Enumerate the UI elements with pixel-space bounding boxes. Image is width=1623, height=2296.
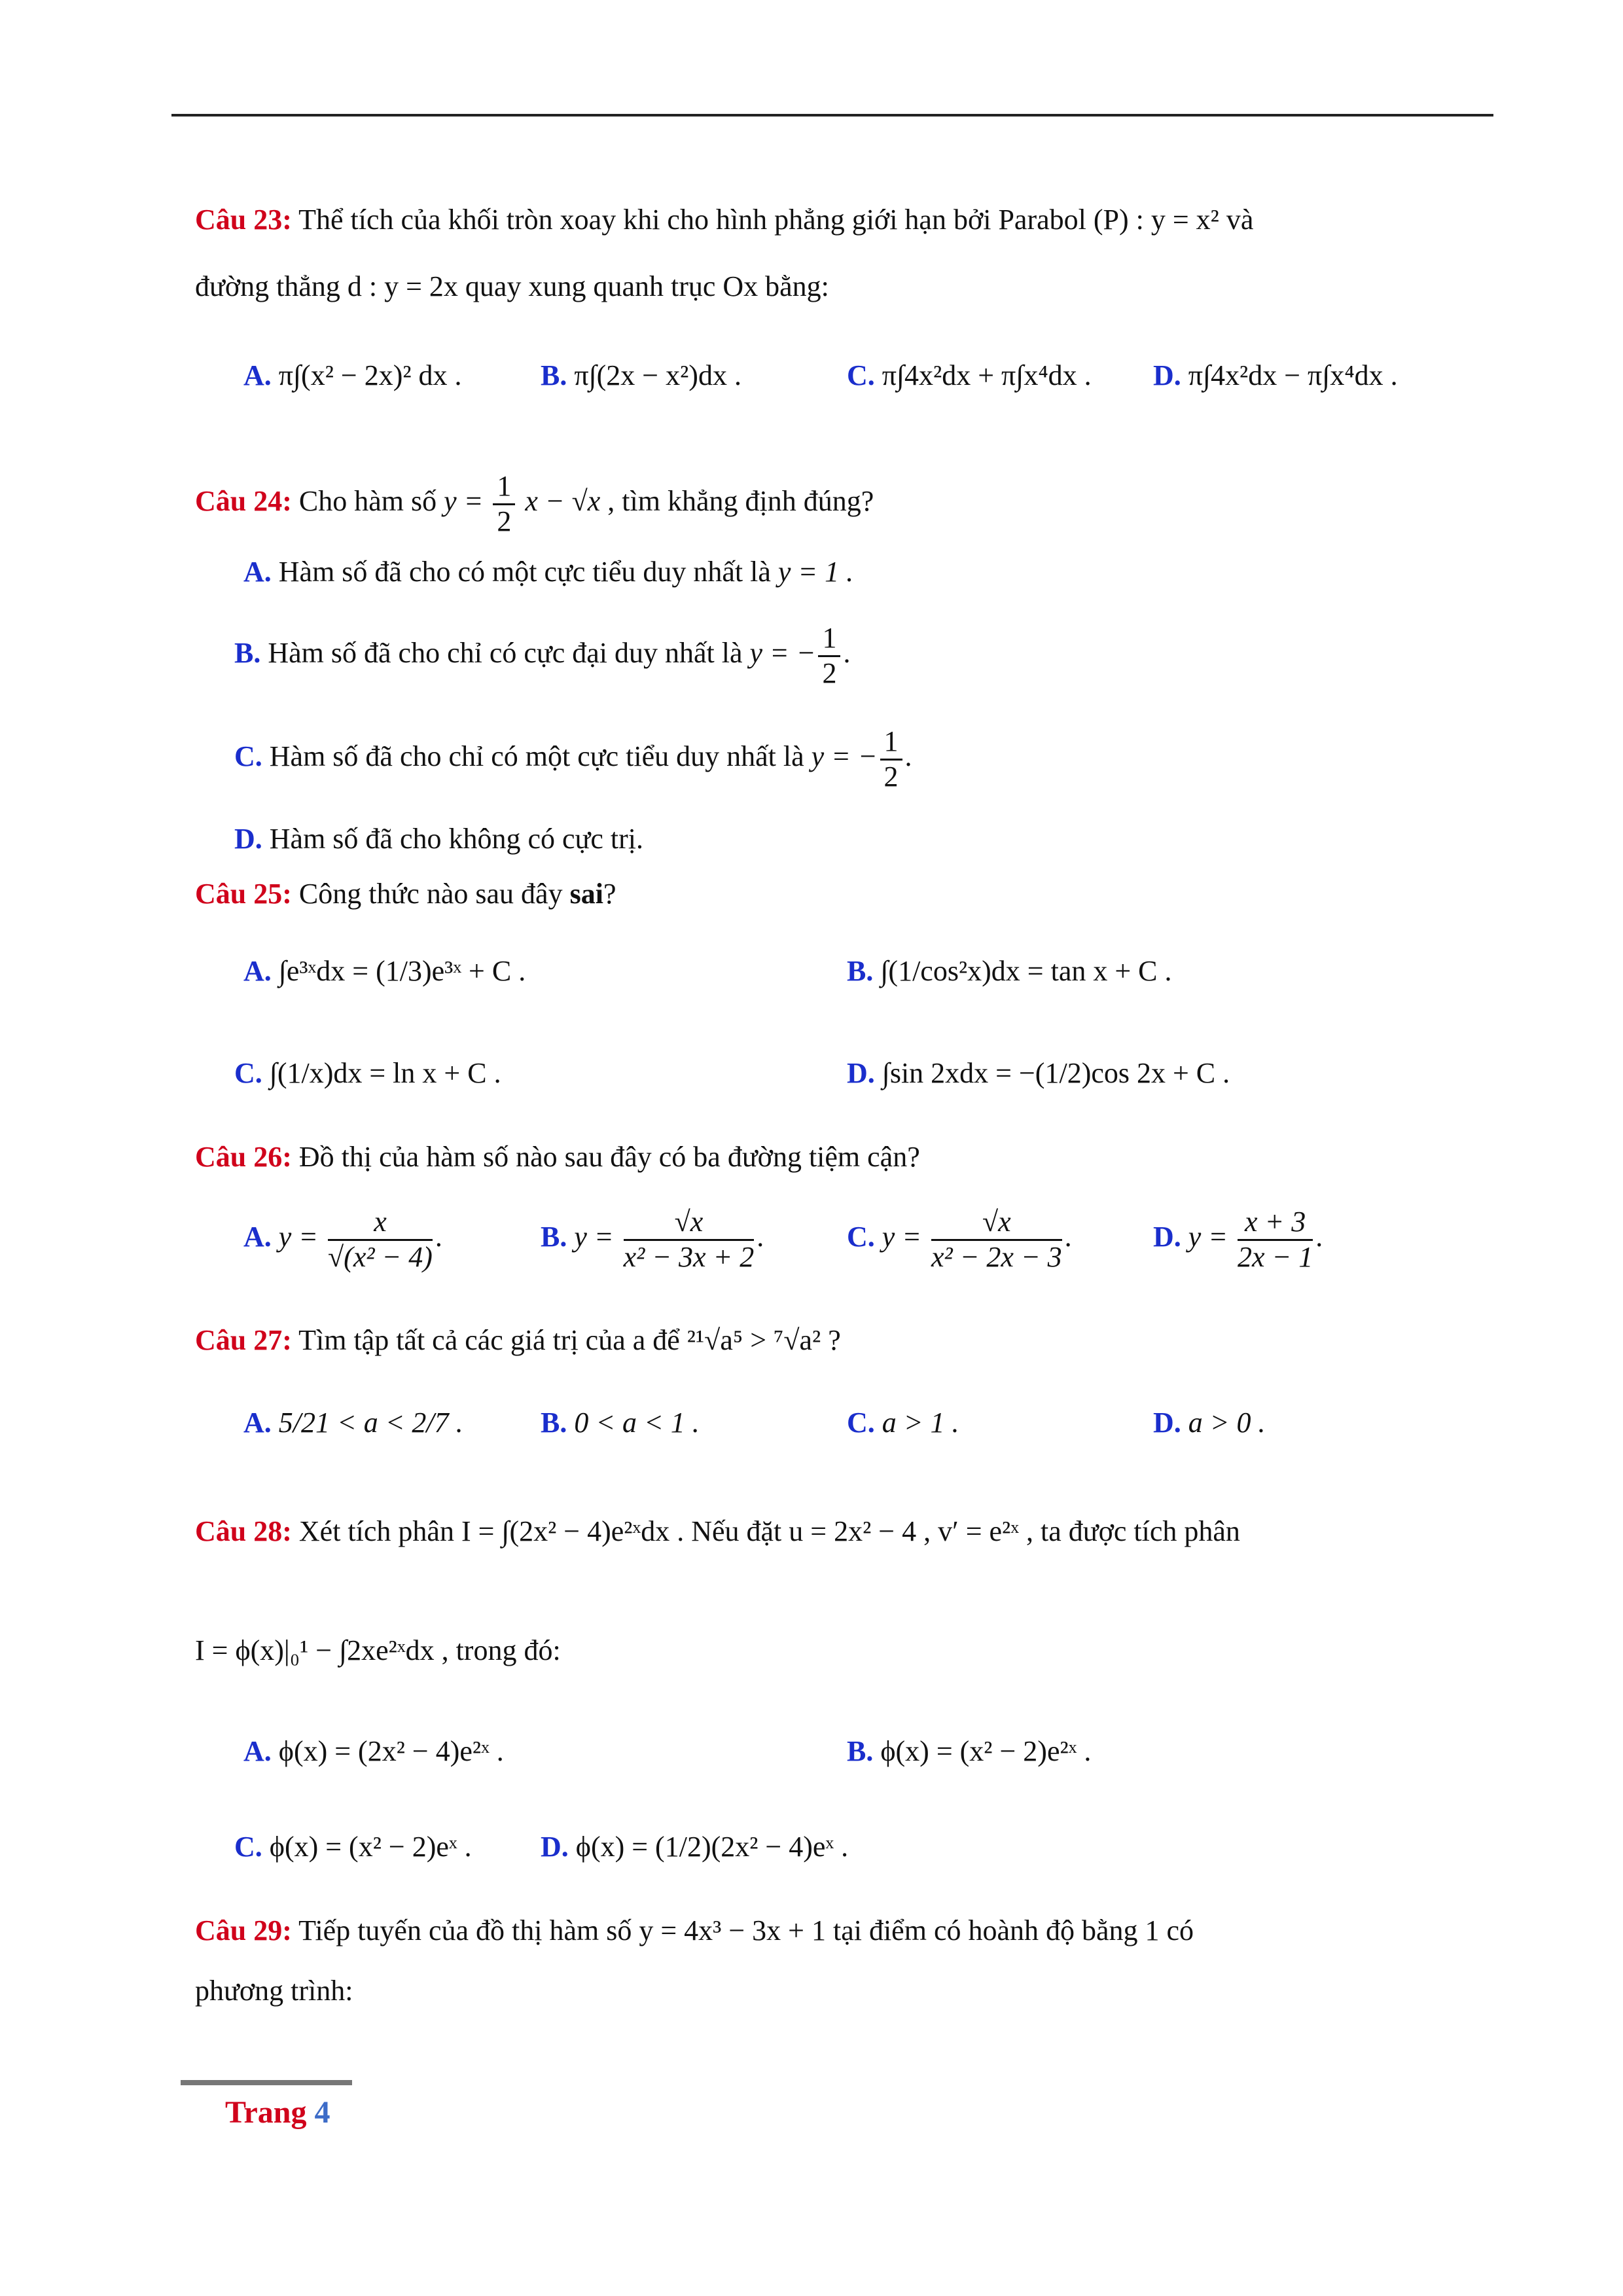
q25-option-a: A. ∫e³ˣdx = (1/3)e³ˣ + C .: [243, 955, 526, 987]
question-25: Câu 25: Công thức nào sau đây sai?: [195, 878, 616, 910]
q24-option-d: D. Hàm số đã cho không có cực trị.: [234, 823, 644, 855]
question-28: Câu 28: Xét tích phân I = ∫(2x² − 4)e²ˣdx . Nếu đặt u = 2x² − 4 , v′ = e²ˣ , ta được tích phân: [195, 1515, 1240, 1547]
question-27: Câu 27: Tìm tập tất cả các giá trị của a để ²¹√a⁵ > ⁷√a² ?: [195, 1324, 841, 1356]
q23-option-b: B. π∫(2x − x²)dx .: [541, 359, 741, 391]
fraction: $\frac{x}{\text{√(x² − 4)}}$: [328, 1206, 433, 1273]
question-23: [195, 203, 1253, 236]
page-footer: [225, 2094, 330, 2130]
question-29: Câu 29: Tiếp tuyến của đồ thị hàm số y = 4x³ − 3x + 1 tại điểm có hoành độ bằng 1 có: [195, 1914, 1194, 1946]
q26-option-c: C. y = $\frac{√x}{\text{x² − 2x − 3}}$ .: [847, 1206, 1072, 1273]
q24-option-b: B. Hàm số đã cho chỉ có cực đại duy nhất là y = − $\frac{1}{2}$ .: [234, 622, 851, 689]
header-rule: [171, 114, 1493, 117]
q26-option-a: A. y = $\frac{x}{\text{√(x² − 4)}}$ .: [243, 1206, 442, 1273]
question-label: Câu 29:: [195, 1914, 292, 1946]
question-26: Câu 26: Đồ thị của hàm số nào sau đây có ba đường tiệm cận?: [195, 1141, 920, 1173]
q27-option-b: B. 0 < a < 1 .: [541, 1407, 700, 1439]
question-28-line2: I = ϕ(x)|₀¹ − ∫2xe²ˣdx , trong đó:: [195, 1634, 561, 1666]
fraction: $\frac{√x}{\text{x² − 3x + 2}}$: [623, 1206, 755, 1273]
q25-option-c: C. ∫(1/x)dx = ln x + C .: [234, 1057, 501, 1089]
q26-option-d: D. y = $\frac{x + 3}{2x - 1}$ .: [1153, 1206, 1323, 1273]
question-24: Câu 24: Cho hàm số y = $\frac{1}{2}$ x − √x , tìm khẳng định đúng?: [195, 470, 874, 537]
q27-option-c: C. a > 1 .: [847, 1407, 959, 1439]
q27-option-a: A. 5/21 < a < 2/7 .: [243, 1407, 463, 1439]
q26-option-b: B. y = $\frac{√x}{\text{x² − 3x + 2}}$ .: [541, 1206, 764, 1273]
question-label: Câu 26:: [195, 1141, 292, 1173]
q28-option-d: D. ϕ(x) = (1/2)(2x² − 4)eˣ .: [541, 1831, 849, 1863]
q23-option-c: C. π∫4x²dx + π∫x⁴dx .: [847, 359, 1092, 391]
q25-option-d: D. ∫sin 2xdx = −(1/2)cos 2x + C .: [847, 1057, 1230, 1089]
footer-rule: [181, 2080, 352, 2085]
q24-option-c: C. Hàm số đã cho chỉ có một cực tiểu duy nhất là y = − $\frac{1}{2}$ .: [234, 725, 912, 793]
page-number: 4: [314, 2095, 330, 2130]
fraction: $\frac{√x}{\text{x² − 2x − 3}}$: [931, 1206, 1062, 1273]
q25-option-b: B. ∫(1/cos²x)dx = tan x + C .: [847, 955, 1172, 987]
question-label: Câu 23:: [195, 204, 292, 236]
q23-option-d: D. π∫4x²dx − π∫x⁴dx .: [1153, 359, 1398, 391]
question-23-line2: đường thẳng d : y = 2x quay xung quanh trục Ox bằng:: [195, 270, 829, 302]
question-label: Câu 27:: [195, 1324, 292, 1356]
fraction: $\frac{1}{2}$: [493, 470, 515, 538]
footer-label: Trang: [225, 2095, 307, 2130]
q28-option-a: A. ϕ(x) = (2x² − 4)e²ˣ .: [243, 1735, 504, 1767]
q28-option-b: B. ϕ(x) = (x² − 2)e²ˣ .: [847, 1735, 1092, 1767]
q24-option-a: A. Hàm số đã cho có một cực tiểu duy nhất là y = 1 .: [243, 556, 854, 588]
question-29-line2: phương trình:: [195, 1975, 353, 2007]
question-label: Câu 25:: [195, 878, 292, 910]
fraction: $\frac{1}{2}$: [818, 622, 840, 690]
fraction: $\frac{x + 3}{2x - 1}$: [1238, 1206, 1313, 1273]
q23-option-a: A. π∫(x² − 2x)² dx .: [243, 359, 462, 391]
question-text: Thể tích của khối tròn xoay khi cho hình phẳng giới hạn bởi Parabol (P) : y = x² và: [298, 204, 1254, 236]
question-label: Câu 24:: [195, 485, 292, 518]
fraction: $\frac{1}{2}$: [880, 725, 902, 793]
question-label: Câu 28:: [195, 1515, 292, 1547]
q28-option-c: C. ϕ(x) = (x² − 2)eˣ .: [234, 1831, 472, 1863]
q27-option-d: D. a > 0 .: [1153, 1407, 1266, 1439]
